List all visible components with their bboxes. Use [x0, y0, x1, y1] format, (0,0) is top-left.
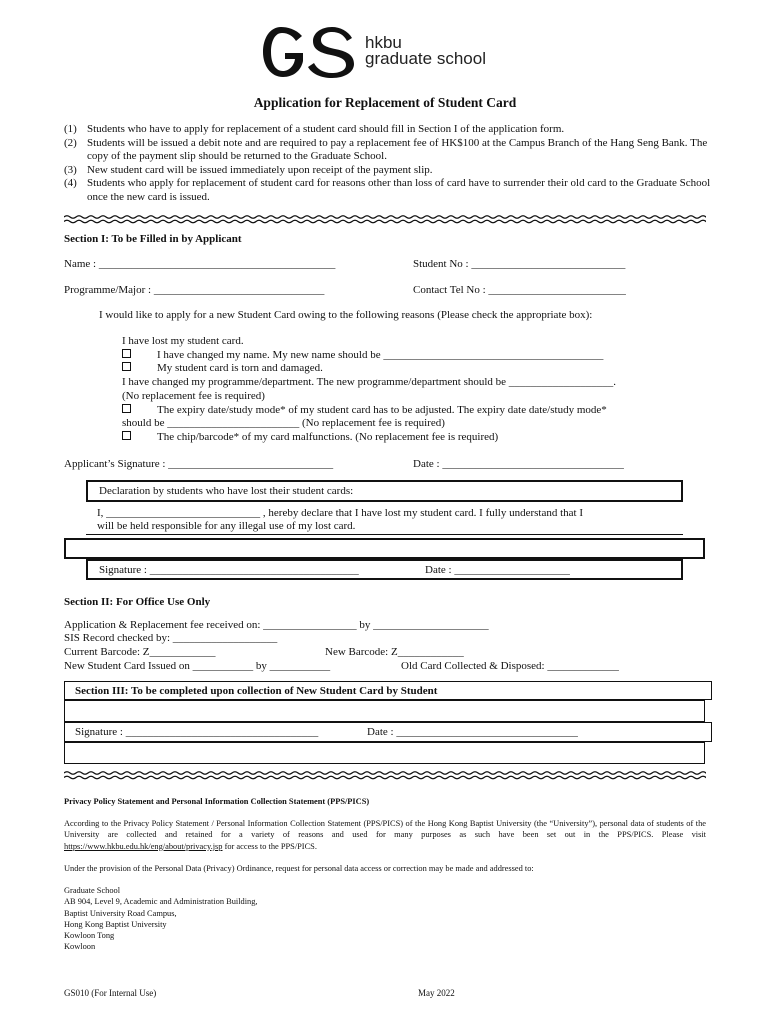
old-card-disposed-field[interactable]: Old Card Collected & Disposed: _____________: [401, 660, 619, 672]
privacy-paragraph-1: According to the Privacy Policy Statement / Personal Information Collection Statement (PPS/PICS) of the Hong Kong Baptist University (the “University”), personal data of students of the University are collected and retained for a variety of reasons and used for many purposes as such have been set out in the PPS/PICS. Please visit https://www.hkbu.edu.hk/eng/about/privacy.jsp for access to the PPS/PICS.: [64, 819, 706, 851]
reason-name-change: I have changed my name. My new name should be ________________________________________: [157, 348, 604, 361]
reason-expiry: The expiry date/study mode* of my student card has to be adjusted. The expiry date date/study mode*: [157, 403, 607, 416]
declaration-heading: Declaration by students who have lost their student cards:: [99, 485, 354, 497]
instruction-item: (1) Students who have to apply for replacement of a student card should fill in Section I of the application form.: [64, 123, 565, 135]
instructions-list: [64, 123, 714, 205]
checkbox-name-change[interactable]: [122, 349, 131, 358]
address-line: AB 904, Level 9, Academic and Administration Building,: [64, 897, 258, 907]
new-barcode-field[interactable]: New Barcode: Z____________: [325, 646, 464, 658]
address-block: [64, 885, 706, 953]
instruction-item: (3) New student card will be issued immediately upon receipt of the payment slip.: [64, 163, 433, 176]
current-barcode-field[interactable]: Current Barcode: Z____________: [64, 646, 216, 658]
privacy-link[interactable]: https://www.hkbu.edu.hk/eng/about/privacy.jsp: [64, 841, 223, 851]
wavy-divider: [64, 213, 706, 225]
fee-received-field[interactable]: Application & Replacement fee received on: _________________ by _____________________: [64, 619, 489, 631]
logo-text-graduate-school: graduate school: [365, 49, 486, 68]
address-line: Baptist University Road Campus,: [64, 908, 177, 918]
form-code: GS010 (For Internal Use): [64, 988, 157, 998]
declaration-divider: [86, 534, 683, 535]
contact-tel-field[interactable]: Contact Tel No : _________________________: [413, 284, 626, 296]
reason-lost[interactable]: I have lost my student card.: [122, 335, 244, 347]
section-3-date-field[interactable]: Date : _________________________________: [367, 726, 578, 738]
address-line: Kowloon: [64, 942, 96, 952]
declaration-blank-box: [64, 538, 705, 559]
checkbox-expiry[interactable]: [122, 404, 131, 413]
privacy-heading: Privacy Policy Statement and Personal Information Collection Statement (PPS/PICS): [64, 797, 370, 806]
card-issued-field[interactable]: New Student Card Issued on ___________ by ___________: [64, 660, 331, 672]
programme-field[interactable]: Programme/Major : _______________________________: [64, 284, 325, 296]
section-3-signature-field[interactable]: Signature : ___________________________________: [75, 726, 319, 738]
instruction-item: (2) Students will be issued a debit note and are required to pay a replacement fee of HK$100 at the Campus Branch of the Hang Seng Bank. The copy of the payment slip should be returned to the Graduate School.: [64, 136, 708, 163]
reason-intro: I would like to apply for a new Student Card owing to the following reasons (Please check the appropriate box):: [99, 309, 593, 321]
logo-text-hkbu: hkbu: [365, 33, 402, 52]
declaration-signature-field[interactable]: Signature : ______________________________________: [99, 564, 359, 576]
sis-checked-field[interactable]: SIS Record checked by: ___________________: [64, 632, 278, 644]
declaration-line-1[interactable]: I, ____________________________ , hereby declare that I have lost my student card. I fully understand that I: [97, 507, 584, 519]
instruction-item: (4) Students who apply for replacement of student card for reasons other than loss of card have to surrender their old card to the Graduate School once the new card is issued.: [64, 177, 711, 203]
applicant-date-field[interactable]: Date : _________________________________: [413, 458, 624, 470]
address-line: Hong Kong Baptist University: [64, 919, 167, 929]
section-3-bottom-box: [64, 742, 705, 764]
wavy-divider: [64, 769, 706, 781]
declaration-line-2: will be held responsible for any illegal use of my lost card.: [97, 520, 356, 532]
reason-expiry-cont: should be ________________________ (No replacement fee is required): [122, 417, 445, 430]
section-2-heading: Section II: For Office Use Only: [64, 596, 211, 608]
address-line: Graduate School: [64, 886, 121, 895]
student-no-field[interactable]: Student No : ____________________________: [413, 258, 626, 270]
page-title: Application for Replacement of Student Card: [253, 95, 517, 110]
reason-torn: My student card is torn and damaged.: [157, 362, 323, 375]
address-line: Kowloon Tong: [64, 931, 115, 941]
reasons-list: [122, 335, 712, 445]
name-field[interactable]: Name : ___________________________________________: [64, 258, 336, 270]
checkbox-torn[interactable]: [122, 362, 131, 371]
reason-programme-change[interactable]: I have changed my programme/department. The new programme/department should be ___________________.: [122, 376, 617, 389]
section-3-heading: Section III: To be completed upon collection of New Student Card by Student: [75, 685, 438, 697]
section-3-blank-box: [64, 700, 705, 722]
gs-logo: [262, 26, 358, 78]
form-date: May 2022: [418, 988, 455, 998]
declaration-date-field[interactable]: Date : _____________________: [425, 564, 570, 576]
no-fee-note: (No replacement fee is required): [122, 389, 265, 402]
section-1-heading: Section I: To be Filled in by Applicant: [64, 233, 242, 245]
privacy-paragraph-2: Under the provision of the Personal Data (Privacy) Ordinance, request for personal data access or correction may be made and addressed to:: [64, 864, 534, 873]
applicant-signature-field[interactable]: Applicant’s Signature : ______________________________: [64, 458, 334, 470]
checkbox-chip[interactable]: [122, 431, 131, 440]
reason-chip: The chip/barcode* of my card malfunctions. (No replacement fee is required): [157, 430, 499, 443]
